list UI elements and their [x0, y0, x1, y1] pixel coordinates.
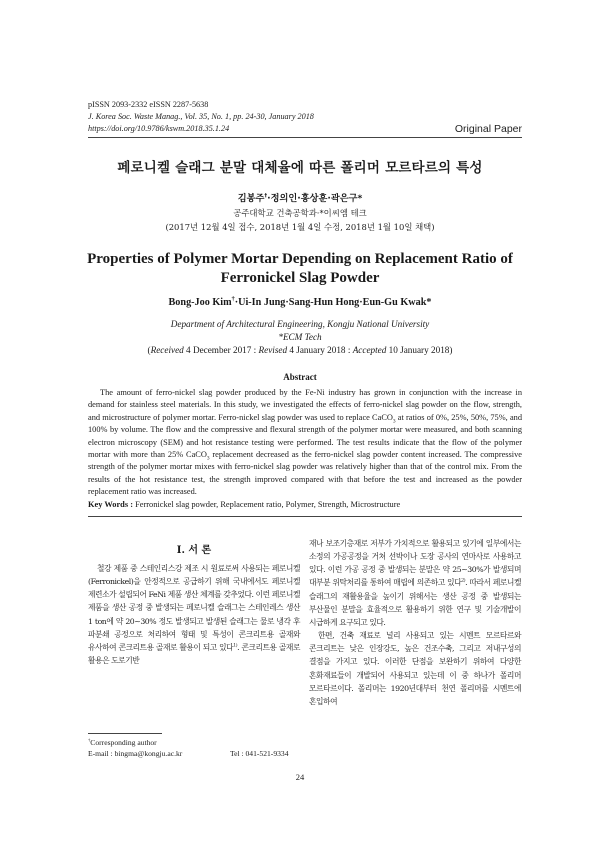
- right-column: [309, 537, 521, 708]
- intro-text-b: . 콘크리트용 골재로 활용은 도로기반: [88, 642, 300, 666]
- intro-text-d: . 따라서 페로니켈 슬래그의 재활용율을 높이기 위해서는 생산 공정 중 발생되는 부산물인 분말을 효율적으로 활용하기 위한 연구 및 기술개발이 시급하게 요구되고 있다.: [309, 578, 521, 627]
- korean-authors: [60, 190, 540, 204]
- english-other-authors: ·Ui-In Jung·Sang-Hun Hong·Eun-Gu Kwak*: [234, 297, 432, 308]
- affiliation-company: *ECM Tech: [278, 331, 322, 342]
- intro-text-a: 철강 제품 중 스테인리스강 제조 시 원료로써 사용되는 페로니켈(Ferronickel)을 안정적으로 공급하기 위해 국내에서도 페로니켈 제련소가 설립되어 FeNi 제품 생산 체계를 갖추었다. 이런 페로니켈 제품을 생산 공정 중 발생되는 페로니켈 슬래그는 스테인레스 생산 1 ton에 약 20∼30% 정도 발생되고 발생된 슬래그는 물로 냉각 후 파분쇄 공정으로 처리하여 형태 및 특성이 콘크리트용 골재와 유사하여 콘크리트용 골재로 활용이 되고 있다: [88, 564, 300, 652]
- korean-other-authors: ·정의인·홍상훈·곽은구*: [267, 193, 363, 204]
- intro-paragraph-1-cont: [309, 537, 521, 629]
- abstract-text: [88, 387, 522, 499]
- received-label: Received: [150, 345, 184, 355]
- dagger-mark: †: [264, 192, 268, 199]
- english-dates: (Received 4 December 2017 : Revised 4 January 2018 : Accepted 10 January 2018): [147, 345, 453, 355]
- abstract-part-3: replacement decreased as the ferro-nickel slag powder content increased. The compressive strength of the polymer mortar mixes with ferro-nickel slag powder was relatively higher than that of the control mix. From the results of the hot resistance test, the strength improved compared with that before the test and increased as the powder replacement ratio was increased.: [88, 450, 522, 497]
- page-number: 24: [295, 772, 305, 782]
- corresponding-author-label: Corresponding author: [90, 738, 157, 747]
- issn-line: pISSN 2093-2332 eISSN 2287-5638: [88, 100, 209, 109]
- ref-1: 1): [233, 643, 238, 649]
- abstract-heading: Abstract: [283, 372, 317, 382]
- footnote-dagger: †: [88, 737, 91, 743]
- keywords-text: Ferronickel slag powder, Replacement ratio, Polymer, Strength, Microstructure: [135, 500, 401, 509]
- korean-title: 페로니켈 슬래그 분말 대체율에 따른 폴리머 모르타르의 특성: [117, 160, 483, 176]
- korean-affiliation: 공주대학교 건축공학과·*이씨엠 테크: [233, 208, 367, 218]
- header-rule: [88, 137, 522, 138]
- subscript-3b: 3: [206, 455, 210, 462]
- journal-citation: J. Korea Soc. Waste Manag., Vol. 35, No. 1, pp. 24-30, January 2018: [88, 112, 314, 121]
- english-affiliation: [60, 318, 540, 343]
- doi-link[interactable]: https://doi.org/10.9786/kswm.2018.35.1.24: [88, 124, 230, 133]
- received-date: 4 December 2017: [186, 345, 252, 355]
- footnote-corresponding: [88, 738, 300, 748]
- affiliation-university: Department of Architectural Engineering, Kongju National University: [170, 319, 430, 329]
- abstract-part-2: at ratios of 0%, 25%, 50%, 75%, and 100% by volume. The flow and the compressive and flexural strength of the polymer mortar were measured, and both scanning electron microscopy (SEM) and hot resistance testing were performed. The test results indicate that the flow of the polymer mortar with more than 25% CaCO: [88, 412, 522, 460]
- accepted-label: Accepted: [352, 345, 387, 355]
- english-first-author: Bong-Joo Kim: [168, 297, 232, 308]
- left-column: [88, 562, 300, 667]
- intro-paragraph-1: [88, 562, 300, 667]
- english-authors: [60, 297, 540, 308]
- english-title: Properties of Polymer Mortar Depending on Replacement Ratio of Ferronickel Slag Powder: [87, 251, 513, 286]
- abstract-part-1: The amount of ferro-nickel slag powder produced by the Fe-Ni industry has grown in conjunction with the increase in demand for stainless steel materials. In this study, we investigated the effects of ferro-nickel slag powder on the flow, strength, and microstructure of polymer mortar. Ferro-nickel slag powder was used to replace CaCO: [88, 388, 522, 422]
- section-title: I. 서 론: [176, 545, 212, 556]
- intro-paragraph-2: 한편, 건축 재료로 널리 사용되고 있는 시멘트 모르타르와 콘크리트는 낮은 인장강도, 높은 건조수축, 그리고 저내구성의 결점을 가지고 있다. 이러한 단점을 보완하기 위하여 다양한 혼화재료들이 개발되어 사용되고 있는데 이 중 하나가 폴리머 모르타르이다. 폴리머는 1920년대부터 천연 폴리머를 시멘트에 혼입하여: [309, 631, 521, 706]
- footnote-rule: [88, 733, 162, 734]
- keywords-rule: [88, 516, 522, 517]
- accepted-date: 10 January 2018: [388, 345, 450, 355]
- article-type-label: Original Paper: [454, 123, 522, 135]
- keywords: [88, 500, 522, 509]
- revised-date: 4 January 2018: [289, 345, 346, 355]
- keywords-label: Key Words :: [88, 500, 133, 509]
- revised-label: Revised: [258, 345, 288, 355]
- author-email: E-mail : bingma@kongju.ac.kr: [88, 749, 183, 758]
- footnote-contact: [88, 749, 300, 759]
- ref-2: 2): [461, 578, 466, 584]
- subscript-3a: 3: [392, 418, 396, 425]
- intro-text-c: 재나 보조기층재로 저부가 가치적으로 활용되고 있기에 일부에서는 소정의 가공공정을 거쳐 선박이나 도장 공사의 연마사로 사용하고 있다. 이런 가공 공정 중 발생되는 분말은 약 25∼30%가 발생되며 대부분 위탁처리를 통하여 매립에 의존하고 있다: [309, 539, 521, 588]
- dagger-mark-en: †: [231, 296, 235, 303]
- korean-dates: (2017년 12월 4일 접수, 2018년 1월 4일 수정, 2018년 1월 10일 채택): [165, 222, 435, 232]
- author-phone: Tel : 041-521-9334: [230, 749, 289, 758]
- korean-first-author: 김봉주: [237, 193, 265, 204]
